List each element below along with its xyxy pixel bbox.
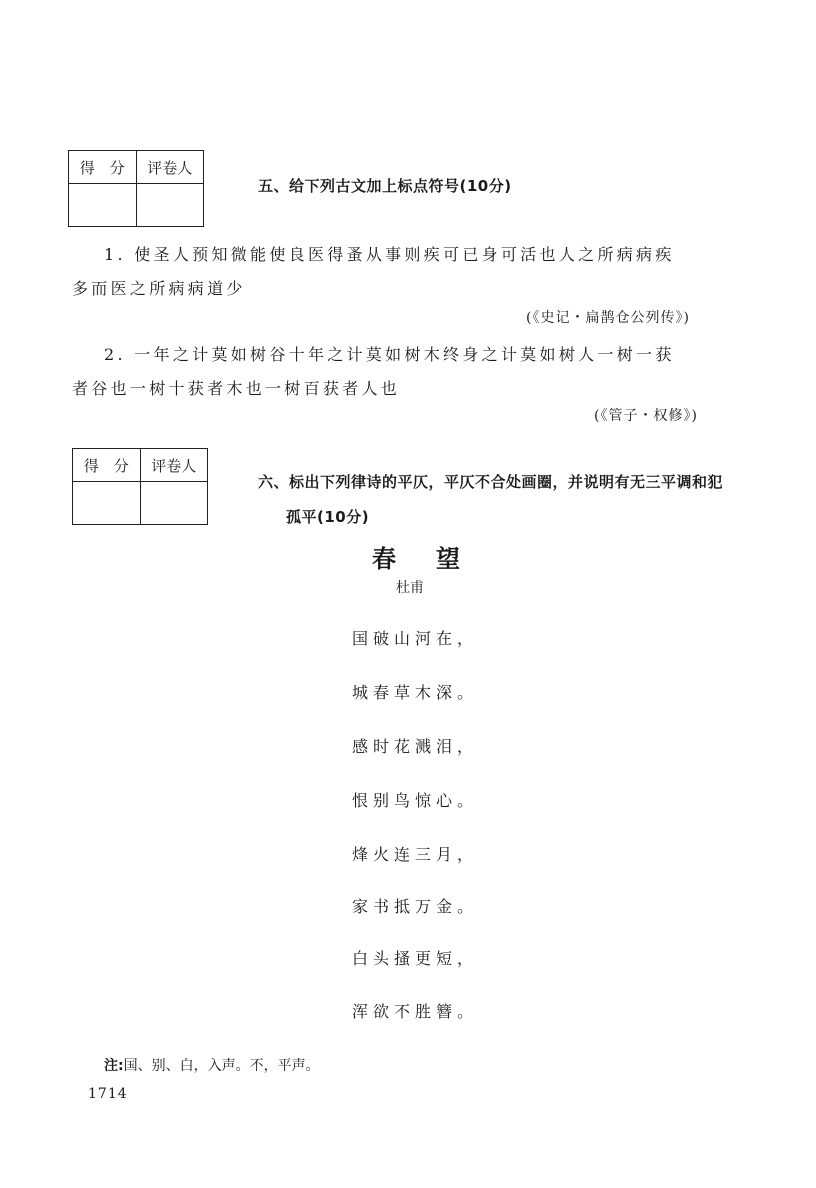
page-number: 1714 (88, 1086, 128, 1102)
score-cell (69, 184, 137, 227)
grader-cell (140, 482, 208, 525)
score-cell (73, 482, 141, 525)
q1-line2: 多而医之所病病道少 (72, 279, 246, 298)
q2-line2: 者谷也一树十获者木也一树百获者人也 (72, 379, 401, 398)
section6-heading-line2: 孤平(10分) (286, 508, 370, 526)
score-table-section6 (72, 448, 208, 525)
poem-line: 白头搔更短， (352, 949, 479, 968)
poem-line: 国破山河在， (352, 629, 479, 648)
note-label: 注: (104, 1058, 124, 1074)
poem-line: 城春草木深。 (352, 683, 479, 702)
poem-line: 浑欲不胜簪。 (352, 1002, 479, 1021)
grader-header: 评卷人 (140, 449, 208, 482)
score-header: 得 分 (69, 151, 137, 184)
poem-line: 家书抵万金。 (352, 897, 479, 916)
score-table-section5 (68, 150, 204, 227)
poem-author: 杜甫 (396, 580, 424, 596)
section5-heading: 五、给下列古文加上标点符号(10分) (258, 177, 512, 195)
note-text: 国、别、白，入声。不，平声。 (123, 1058, 320, 1074)
q1-line1: 1. 使圣人预知微能使良医得蚤从事则疾可已身可活也人之所病病疾 (104, 245, 675, 264)
grader-cell (136, 184, 204, 227)
section6-heading-line1: 六、标出下列律诗的平仄，平仄不合处画圈，并说明有无三平调和犯 (258, 473, 724, 491)
q1-source: (《史记・扁鹊仓公列传》) (526, 310, 690, 326)
q2-source: (《管子・权修》) (594, 408, 698, 424)
poem-line: 恨别鸟惊心。 (352, 791, 479, 810)
score-header: 得 分 (73, 449, 141, 482)
note (104, 1055, 320, 1075)
grader-header: 评卷人 (136, 151, 204, 184)
poem-line: 感时花溅泪， (352, 737, 479, 756)
q2-line1: 2. 一年之计莫如树谷十年之计莫如树木终身之计莫如树人一树一获 (104, 345, 675, 364)
poem-line: 烽火连三月， (352, 845, 479, 864)
poem-title: 春望 (372, 544, 500, 573)
